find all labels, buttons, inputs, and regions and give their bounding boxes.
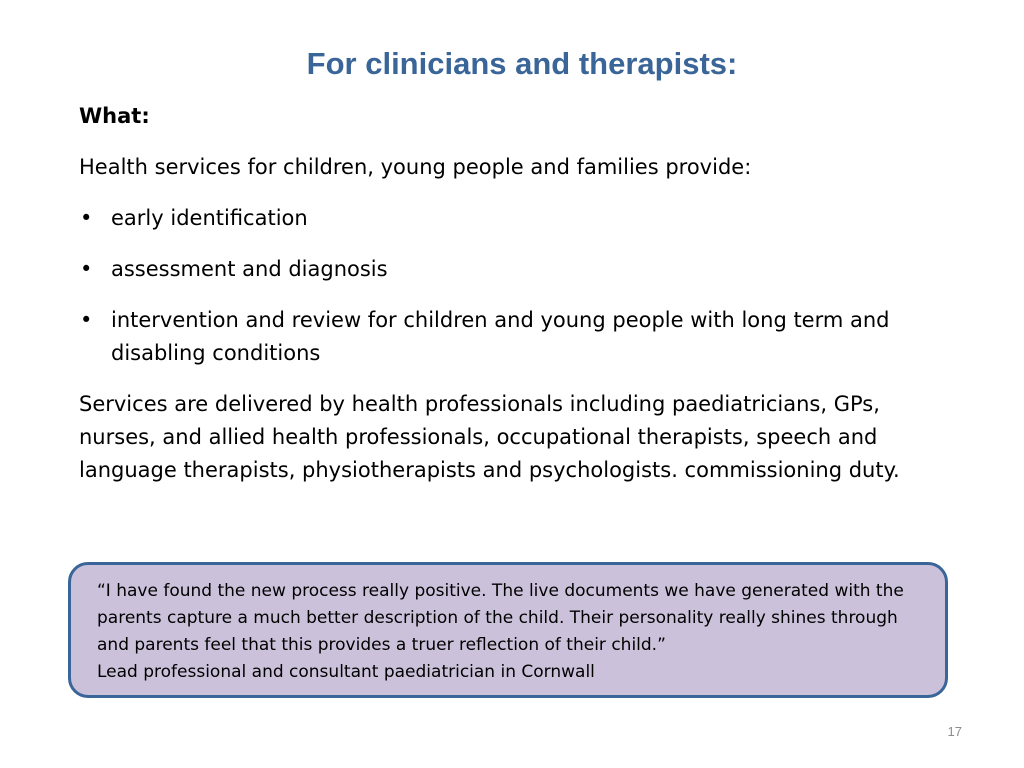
slide-title: For clinicians and therapists: <box>306 46 738 81</box>
bullet-list <box>79 202 949 370</box>
bullet-item <box>79 253 949 286</box>
bullet-text: early identification <box>111 206 308 230</box>
bullet-item <box>79 304 949 370</box>
quote-box <box>68 562 948 698</box>
intro-text: Health services for children, young people and families provide: <box>79 155 752 179</box>
bullet-text: assessment and diagnosis <box>111 257 388 281</box>
page-number: 17 <box>947 724 962 739</box>
bullet-text: intervention and review for children and young people with long term and disabling conditions <box>111 308 890 365</box>
quote-text: “I have found the new process really positive. The live documents we have generated with the parents capture a much better description of the child. Their personality really shines through and parents feel that this provides a truer reflection of their child.” <box>97 581 904 655</box>
services-paragraph: Services are delivered by health professionals including paediatricians, GPs, nurses, and allied health professionals, occupational therapists, speech and language therapists, physiotherapists and psychologists. commissioning duty. <box>79 392 900 482</box>
quote-attribution: Lead professional and consultant paediatrician in Cornwall <box>97 662 595 682</box>
bullet-icon: • <box>80 257 93 281</box>
slide-body <box>79 100 949 487</box>
what-heading: What: <box>79 104 150 128</box>
bullet-icon: • <box>80 206 93 230</box>
bullet-icon: • <box>80 308 93 332</box>
bullet-item <box>79 202 949 235</box>
